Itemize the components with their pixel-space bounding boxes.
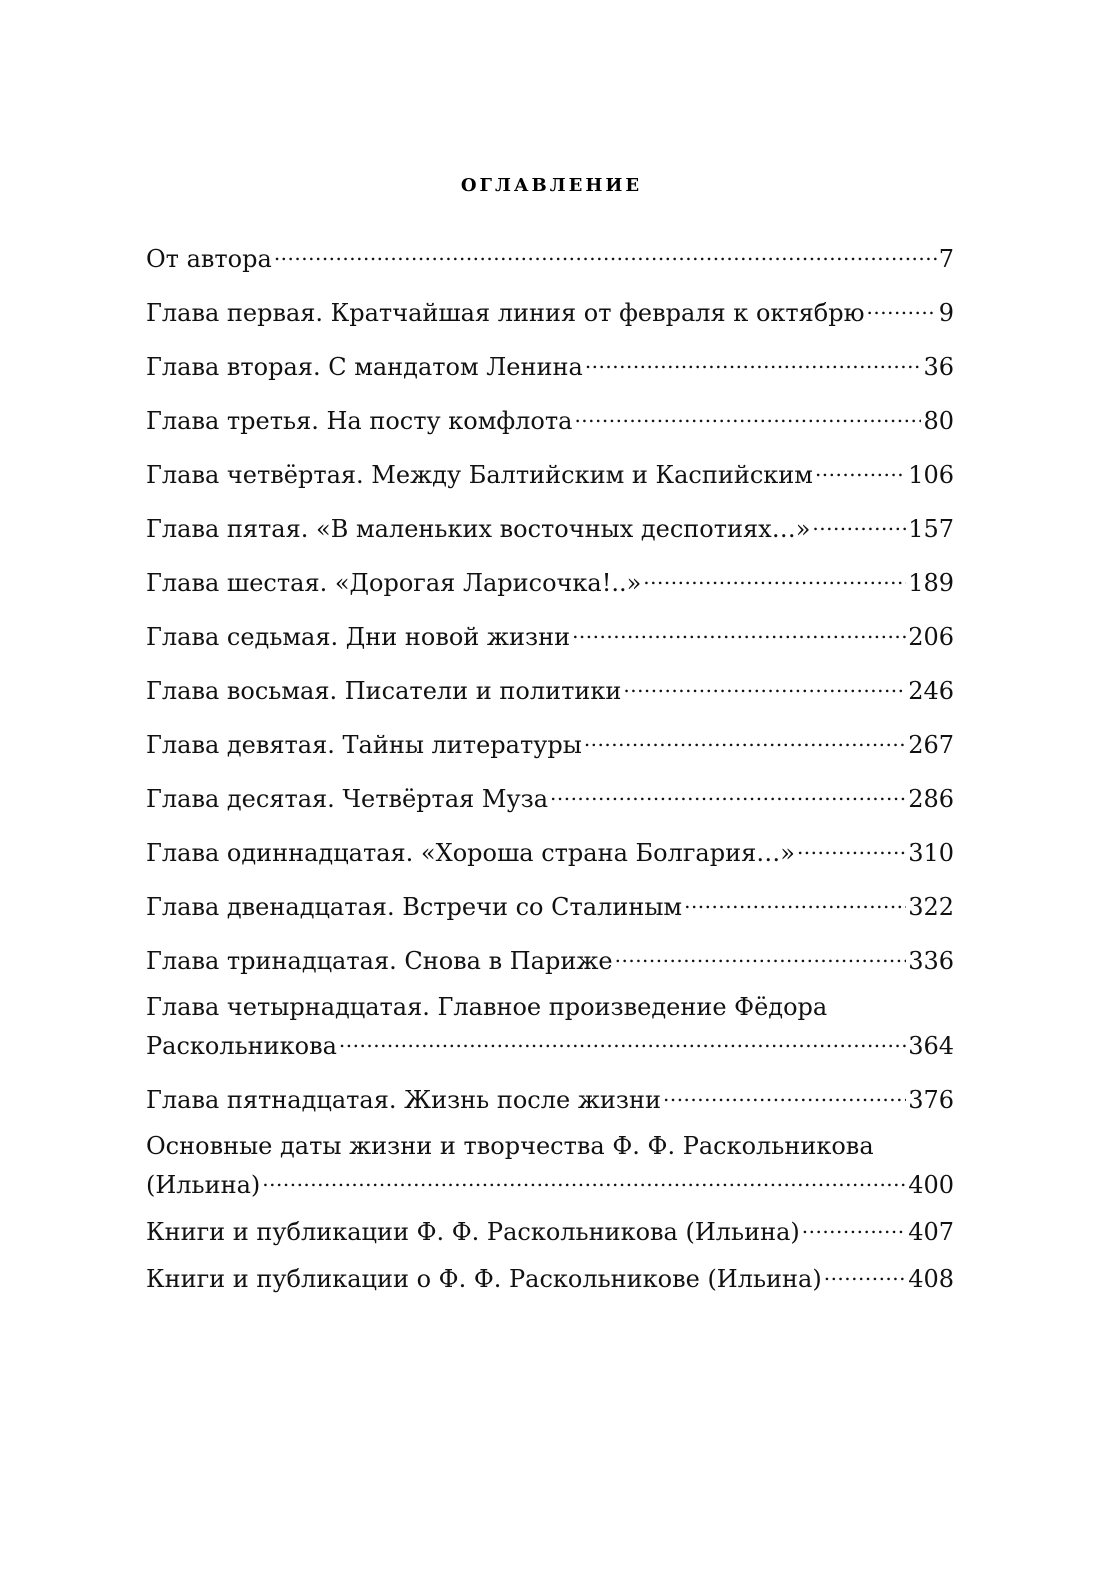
dot-leader (643, 560, 906, 591)
toc-page-number: 364 (908, 1032, 954, 1060)
toc-entry[interactable] (146, 398, 954, 437)
dot-leader (684, 884, 906, 915)
dot-leader (262, 1162, 906, 1193)
toc-entry[interactable] (146, 722, 954, 761)
toc-page-number: 407 (908, 1218, 954, 1246)
toc-entry-title-line: Основные даты жизни и творчества Ф. Ф. Раскольникова (146, 1132, 874, 1160)
dot-leader (274, 236, 937, 267)
toc-entry-title: Книги и публикации Ф. Ф. Раскольникова (Ильина) (146, 1218, 800, 1246)
toc-page-number: 286 (908, 785, 954, 813)
toc-entry-title: Раскольникова (146, 1032, 337, 1060)
toc-entry-title: (Ильина) (146, 1171, 261, 1199)
toc-entry-title: Глава тринадцатая. Снова в Париже (146, 947, 613, 975)
toc-entry[interactable] (146, 290, 954, 329)
toc-entry-title: Глава третья. На посту комфлота (146, 407, 573, 435)
dot-leader (815, 452, 906, 483)
toc-entry[interactable] (146, 830, 954, 869)
toc-entry[interactable] (146, 884, 954, 923)
toc-entry[interactable] (146, 236, 954, 275)
toc-entry[interactable] (146, 992, 954, 1062)
toc-entry-title: От автора (146, 245, 272, 273)
toc-entry-title: Глава седьмая. Дни новой жизни (146, 623, 571, 651)
toc-entry[interactable] (146, 668, 954, 707)
toc-page-number: 376 (908, 1086, 954, 1114)
toc-page-number: 408 (908, 1265, 954, 1293)
toc-page-number: 246 (908, 677, 954, 705)
toc-entry-title: Глава четвёртая. Между Балтийским и Каспийским (146, 461, 813, 489)
toc-page-number: 9 (938, 299, 954, 327)
toc-entry[interactable] (146, 506, 954, 545)
dot-leader (797, 830, 906, 861)
dot-leader (572, 614, 906, 645)
toc-entry[interactable] (146, 1077, 954, 1116)
dot-leader (550, 776, 906, 807)
dot-leader (824, 1256, 906, 1287)
toc-entry[interactable] (146, 344, 954, 383)
dot-leader (615, 938, 907, 969)
dot-leader (663, 1077, 906, 1108)
toc-page-number: 80 (923, 407, 954, 435)
page-title: оглавление (460, 168, 643, 197)
toc-page-number: 336 (908, 947, 954, 975)
toc-entry[interactable] (146, 560, 954, 599)
toc-entry[interactable] (146, 938, 954, 977)
toc-entry-title: Глава восьмая. Писатели и политики (146, 677, 622, 705)
toc-entry[interactable] (146, 614, 954, 653)
toc-entry[interactable] (146, 1209, 954, 1248)
toc-entry[interactable] (146, 452, 954, 491)
dot-leader (812, 506, 906, 537)
toc-page-number: 267 (908, 731, 954, 759)
toc-entry[interactable] (146, 1131, 954, 1201)
dot-leader (802, 1209, 906, 1240)
dot-leader (623, 668, 906, 699)
dot-leader (574, 398, 921, 429)
toc-page-number: 157 (908, 515, 954, 543)
toc-entry-title: Глава пятая. «В маленьких восточных деспотиях…» (146, 515, 811, 543)
toc-entry[interactable] (146, 776, 954, 815)
toc-page-number: 206 (908, 623, 954, 651)
dot-leader (867, 290, 937, 321)
toc-entry-title: Глава первая. Кратчайшая линия от февраля к октябрю (146, 299, 865, 327)
dot-leader (585, 344, 922, 375)
toc-page-number: 189 (908, 569, 954, 597)
toc-entry-title: Глава девятая. Тайны литературы (146, 731, 582, 759)
dot-leader (339, 1023, 906, 1054)
toc-page-number: 36 (923, 353, 954, 381)
toc-page-number: 310 (908, 839, 954, 867)
toc-page-number: 7 (938, 245, 954, 273)
dot-leader (584, 722, 906, 753)
toc-entry-title: Глава шестая. «Дорогая Ларисочка!..» (146, 569, 642, 597)
toc-page-number: 400 (908, 1171, 954, 1199)
toc-entry-title-line: Глава четырнадцатая. Главное произведение Фёдора (146, 993, 828, 1021)
toc-entry[interactable] (146, 1256, 954, 1295)
toc-entry-title: Глава двенадцатая. Встречи со Сталиным (146, 893, 683, 921)
toc-entry-title: Глава десятая. Четвёртая Муза (146, 785, 548, 813)
toc-page-number: 322 (908, 893, 954, 921)
toc-entry-title: Книги и публикации о Ф. Ф. Раскольникове (Ильина) (146, 1265, 822, 1293)
toc-page-number: 106 (908, 461, 954, 489)
toc-entry-title: Глава пятнадцатая. Жизнь после жизни (146, 1086, 661, 1114)
table-of-contents (146, 236, 954, 1303)
toc-entry-title: Глава вторая. С мандатом Ленина (146, 353, 583, 381)
toc-entry-title: Глава одиннадцатая. «Хороша страна Болгария…» (146, 839, 795, 867)
